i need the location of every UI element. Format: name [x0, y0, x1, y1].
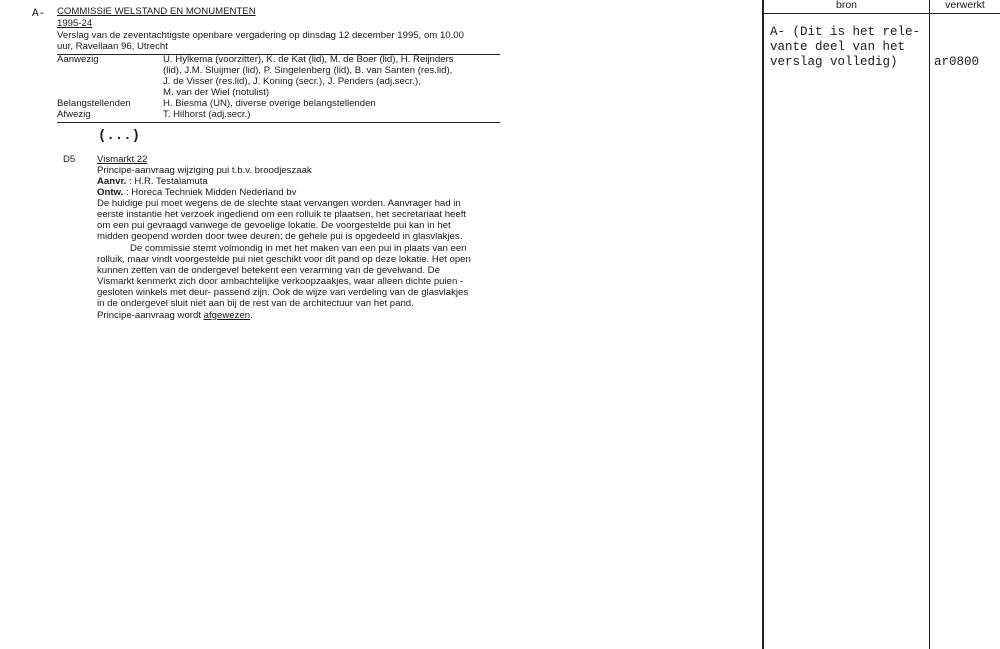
item-applicant — [97, 176, 208, 187]
designer-value: : Horeca Techniek Midden Nederland bv — [125, 187, 297, 198]
source-note-line: verslag volledig) — [770, 55, 898, 69]
ellipsis: (...) — [98, 128, 141, 144]
body-line: midden geopend worden door twee deuren; de gehele pui is opgedeeld in glasvlakjes. — [97, 231, 463, 242]
meeting-line-1: Verslag van de zeventachtigste openbare vergadering op dinsdag 12 december 1995, om 10.00 — [57, 30, 464, 41]
margin-mark: A- — [32, 8, 46, 20]
body-line: in de ondergevel sluit niet aan bij de rest van de architectuur van het pand. — [97, 298, 414, 309]
body-line: Vismarkt kenmerkt zich door ambachtelijke verkoopzaakjes, waar alleen dichte puien - — [97, 276, 464, 287]
item-code: D5 — [63, 154, 76, 165]
document-number: 1995-24 — [57, 18, 93, 29]
table-column-divider — [929, 0, 930, 649]
applicant-value: : H.R. Testalamuta — [129, 176, 208, 187]
body-line: rolluik, maar vindt voorgestelde pui niet geschikt voor dit pand op deze lokatie. Het open — [97, 254, 471, 265]
attendance-line: H. Biesma (UN), diverse overige belangstellenden — [163, 98, 376, 109]
attendance-line: J. de Visser (res.lid), J. Koning (secr.), J. Penders (adj.secr.), — [163, 76, 421, 87]
attendance-line: (lid), J.M. Sluijmer (lid), P. Singelenberg (lid), B. van Santen (res.lid), — [163, 65, 453, 76]
column-header-processed: verwerkt — [945, 0, 985, 11]
processed-code: ar0800 — [934, 55, 980, 69]
body-line: eerste instantie het verzoek ingediend om een rolluik te plaatsen, het secretariaat heeft — [97, 209, 467, 220]
body-line: De commissie stemt volmondig in met het maken van een pui in plaats van een — [130, 243, 467, 254]
source-note-line: A- (Dit is het rele- — [770, 25, 921, 39]
attendance-label-interested: Belangstellenden — [57, 98, 131, 109]
attendance-label-present: Aanwezig — [57, 54, 99, 65]
attendance-line: U. Hylkema (voorzitter), K. de Kat (lid), M. de Boer (lid), H. Reijnders — [163, 54, 454, 65]
source-note-line: vante deel van het — [770, 40, 906, 54]
body-line: De huidige pui moet wegens de de slechte staat vervangen worden. Aanvrager had in — [97, 198, 461, 209]
body-line: om een pui gevraagd vanwege de gevoelige lokatie. De voorgestelde pui kan in het — [97, 220, 451, 231]
column-header-source: bron — [835, 0, 857, 11]
item-address: Vismarkt 22 — [97, 154, 148, 165]
item-subject: Principe-aanvraag wijziging pui t.b.v. broodjeszaak — [97, 165, 312, 176]
item-designer — [97, 187, 296, 198]
document-org-title: COMMISSIE WELSTAND EN MONUMENTEN — [57, 6, 256, 17]
divider — [57, 122, 500, 123]
designer-label: Ontw. — [97, 187, 124, 198]
meeting-line-2: uur, Ravellaan 96, Utrecht — [57, 41, 168, 52]
attendance-line: M. van der Wiel (notulist) — [163, 87, 270, 98]
body-line: kunnen zetten van de ondergevel betekent een verarming van de gevelwand. De — [97, 265, 440, 276]
body-line: gesloten winkels met deur- passend zijn. Ook de wijze van verdeling van de glasvlakjes — [97, 287, 469, 298]
conclusion-suffix: . — [250, 310, 253, 321]
attendance-label-absent: Afwezig — [57, 109, 91, 120]
conclusion-decision: afgewezen — [203, 310, 251, 321]
applicant-label: Aanvr. — [97, 176, 127, 187]
conclusion-line — [97, 310, 253, 321]
attendance-line: T. Hilhorst (adj.secr.) — [163, 109, 251, 120]
table-border-left — [762, 0, 764, 649]
conclusion-prefix: Principe-aanvraag wordt — [97, 310, 201, 321]
table-header-divider — [762, 13, 1000, 14]
